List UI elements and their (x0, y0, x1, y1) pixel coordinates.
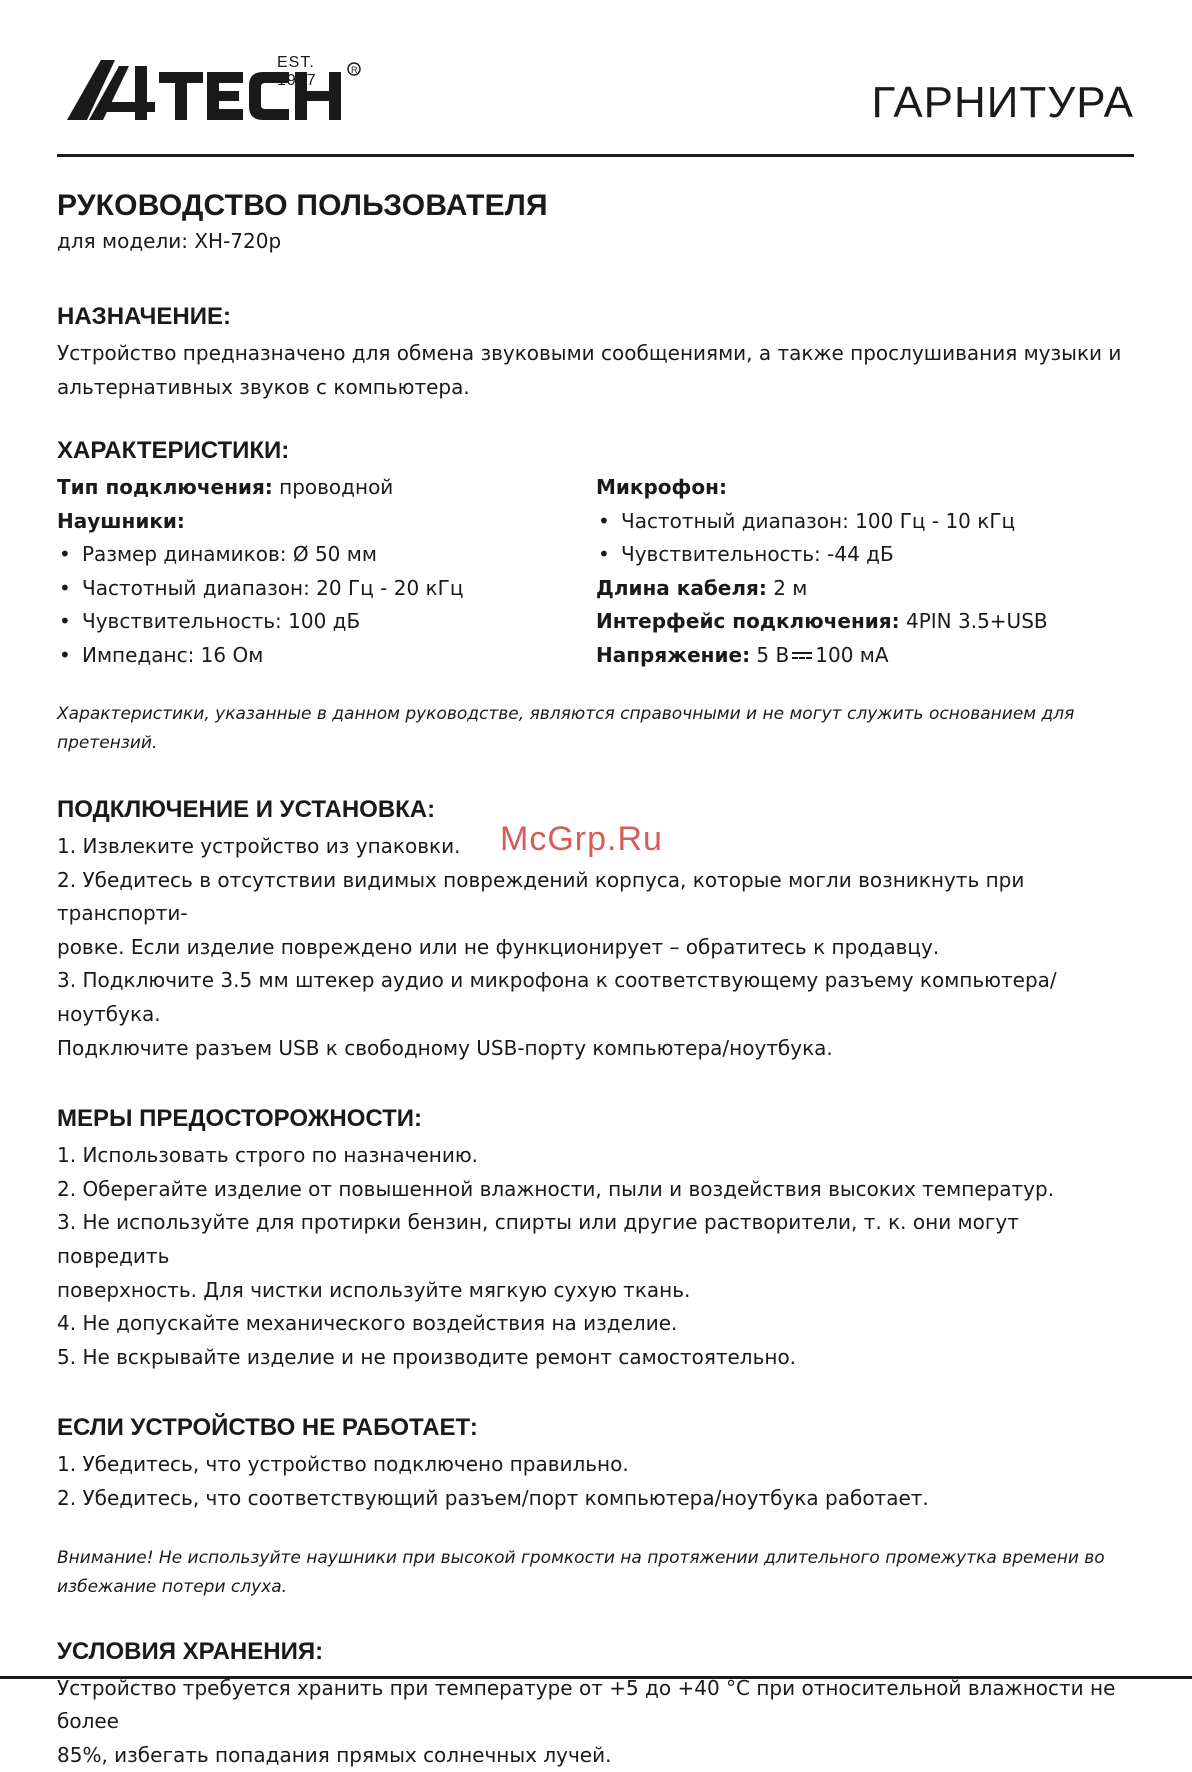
step-line: 1. Убедитесь, что устройство подключено правильно. (57, 1448, 1134, 1482)
connection-type-row (57, 471, 596, 505)
storage-line: Устройство требуется хранить при температуре от +5 до +40 °С при относительной влажности не более (57, 1672, 1134, 1739)
purpose-line: Устройство предназначено для обмена звуковыми сообщениями, а также прослушивания музыки и (57, 337, 1134, 371)
manual-page (57, 0, 1134, 1772)
step-line: поверхность. Для чистки используйте мягкую сухую ткань. (57, 1274, 1134, 1308)
step-line: 4. Не допускайте механического воздействия на изделие. (57, 1307, 1134, 1341)
svg-text:R: R (351, 65, 358, 75)
step-line: 2. Убедитесь, что соответствующий разъем/порт компьютера/ноутбука работает. (57, 1482, 1134, 1516)
install-heading: ПОДКЛЮЧЕНИЕ И УСТАНОВКА: (57, 796, 1134, 824)
logo-est-year: EST. 1987 (277, 54, 317, 90)
document-category: ГАРНИТУРА (871, 78, 1134, 128)
storage-line: 85%, избегать попадания прямых солнечных лучей. (57, 1739, 1134, 1772)
precautions-list (57, 1139, 1134, 1374)
list-item: • Импеданс: 16 Ом (57, 639, 596, 673)
purpose-heading: НАЗНАЧЕНИЕ: (57, 303, 1134, 331)
page-header (57, 0, 1134, 157)
warning-line: избежание потери слуха. (57, 1573, 1134, 1602)
list-item: • Частотный диапазон: 20 Гц - 20 кГц (57, 572, 596, 606)
specs-left-column (57, 471, 596, 672)
connection-type-label: Тип подключения: (57, 475, 273, 499)
precautions-section (57, 1105, 1134, 1374)
cable-length-label: Длина кабеля: (596, 576, 767, 600)
step-line: 5. Не вскрывайте изделие и не производите ремонт самостоятельно. (57, 1341, 1134, 1375)
troubleshoot-heading: ЕСЛИ УСТРОЙСТВО НЕ РАБОТАЕТ: (57, 1414, 1134, 1442)
storage-heading: УСЛОВИЯ ХРАНЕНИЯ: (57, 1638, 1134, 1666)
purpose-line: альтернативных звуков с компьютера. (57, 371, 1134, 405)
microphone-label: Микрофон: (596, 471, 1134, 505)
list-item: • Чувствительность: -44 дБ (596, 538, 1134, 572)
a4tech-logo-icon (67, 52, 367, 124)
site-watermark: McGrp.Ru (500, 820, 663, 859)
cable-length-value: 2 м (767, 576, 808, 600)
disclaimer-line: претензий. (57, 729, 1134, 758)
current-value: 100 мА (815, 643, 888, 667)
headphones-list (57, 538, 596, 672)
microphone-list (596, 505, 1134, 572)
step-line: 2. Оберегайте изделие от повышенной влажности, пыли и воздействия высоких температур. (57, 1173, 1134, 1207)
storage-section (57, 1638, 1134, 1772)
purpose-section (57, 303, 1134, 404)
install-steps (57, 830, 1134, 1065)
page-title: РУКОВОДСТВО ПОЛЬЗОВАТЕЛЯ (57, 189, 1134, 223)
voltage-row (596, 639, 1134, 673)
step-line: ровке. Если изделие повреждено или не функционирует – обратитесь к продавцу. (57, 931, 1134, 965)
model-subtitle: для модели: XH-720p (57, 229, 1134, 253)
list-item: • Чувствительность: 100 дБ (57, 605, 596, 639)
list-item: • Размер динамиков: Ø 50 мм (57, 538, 596, 572)
troubleshoot-section (57, 1414, 1134, 1601)
dc-current-icon (792, 649, 812, 663)
list-item: • Частотный диапазон: 100 Гц - 10 кГц (596, 505, 1134, 539)
interface-row (596, 605, 1134, 639)
specs-heading: ХАРАКТЕРИСТИКИ: (57, 437, 1134, 465)
interface-label: Интерфейс подключения: (596, 609, 900, 633)
specs-disclaimer (57, 700, 1134, 758)
connection-type-value: проводной (273, 475, 394, 499)
specs-columns (57, 471, 1134, 672)
cable-length-row (596, 572, 1134, 606)
interface-value: 4PIN 3.5+USB (900, 609, 1048, 633)
voltage-label: Напряжение: (596, 643, 750, 667)
step-line: 1. Извлеките устройство из упаковки. (57, 830, 1134, 864)
hearing-warning (57, 1544, 1134, 1602)
step-line: 1. Использовать строго по назначению. (57, 1139, 1134, 1173)
troubleshoot-list (57, 1448, 1134, 1515)
step-line: 2. Убедитесь в отсутствии видимых повреждений корпуса, которые могли возникнуть при транспорти- (57, 864, 1134, 931)
precautions-heading: МЕРЫ ПРЕДОСТОРОЖНОСТИ: (57, 1105, 1134, 1133)
disclaimer-line: Характеристики, указанные в данном руководстве, являются справочными и не могут служить основанием для (57, 700, 1134, 729)
step-line: Подключите разъем USB к свободному USB-порту компьютера/ноутбука. (57, 1032, 1134, 1066)
step-line: 3. Подключите 3.5 мм штекер аудио и микрофона к соответствующему разъему компьютера/ноутбука. (57, 964, 1134, 1031)
specs-right-column (596, 471, 1134, 672)
warning-line: Внимание! Не используйте наушники при высокой громкости на протяжении длительного промежутка времени во (57, 1544, 1134, 1573)
step-line: 3. Не используйте для протирки бензин, спирты или другие растворители, т. к. они могут повредить (57, 1206, 1134, 1273)
specs-section (57, 437, 1134, 758)
headphones-label: Наушники: (57, 505, 596, 539)
voltage-value: 5 В (750, 643, 789, 667)
